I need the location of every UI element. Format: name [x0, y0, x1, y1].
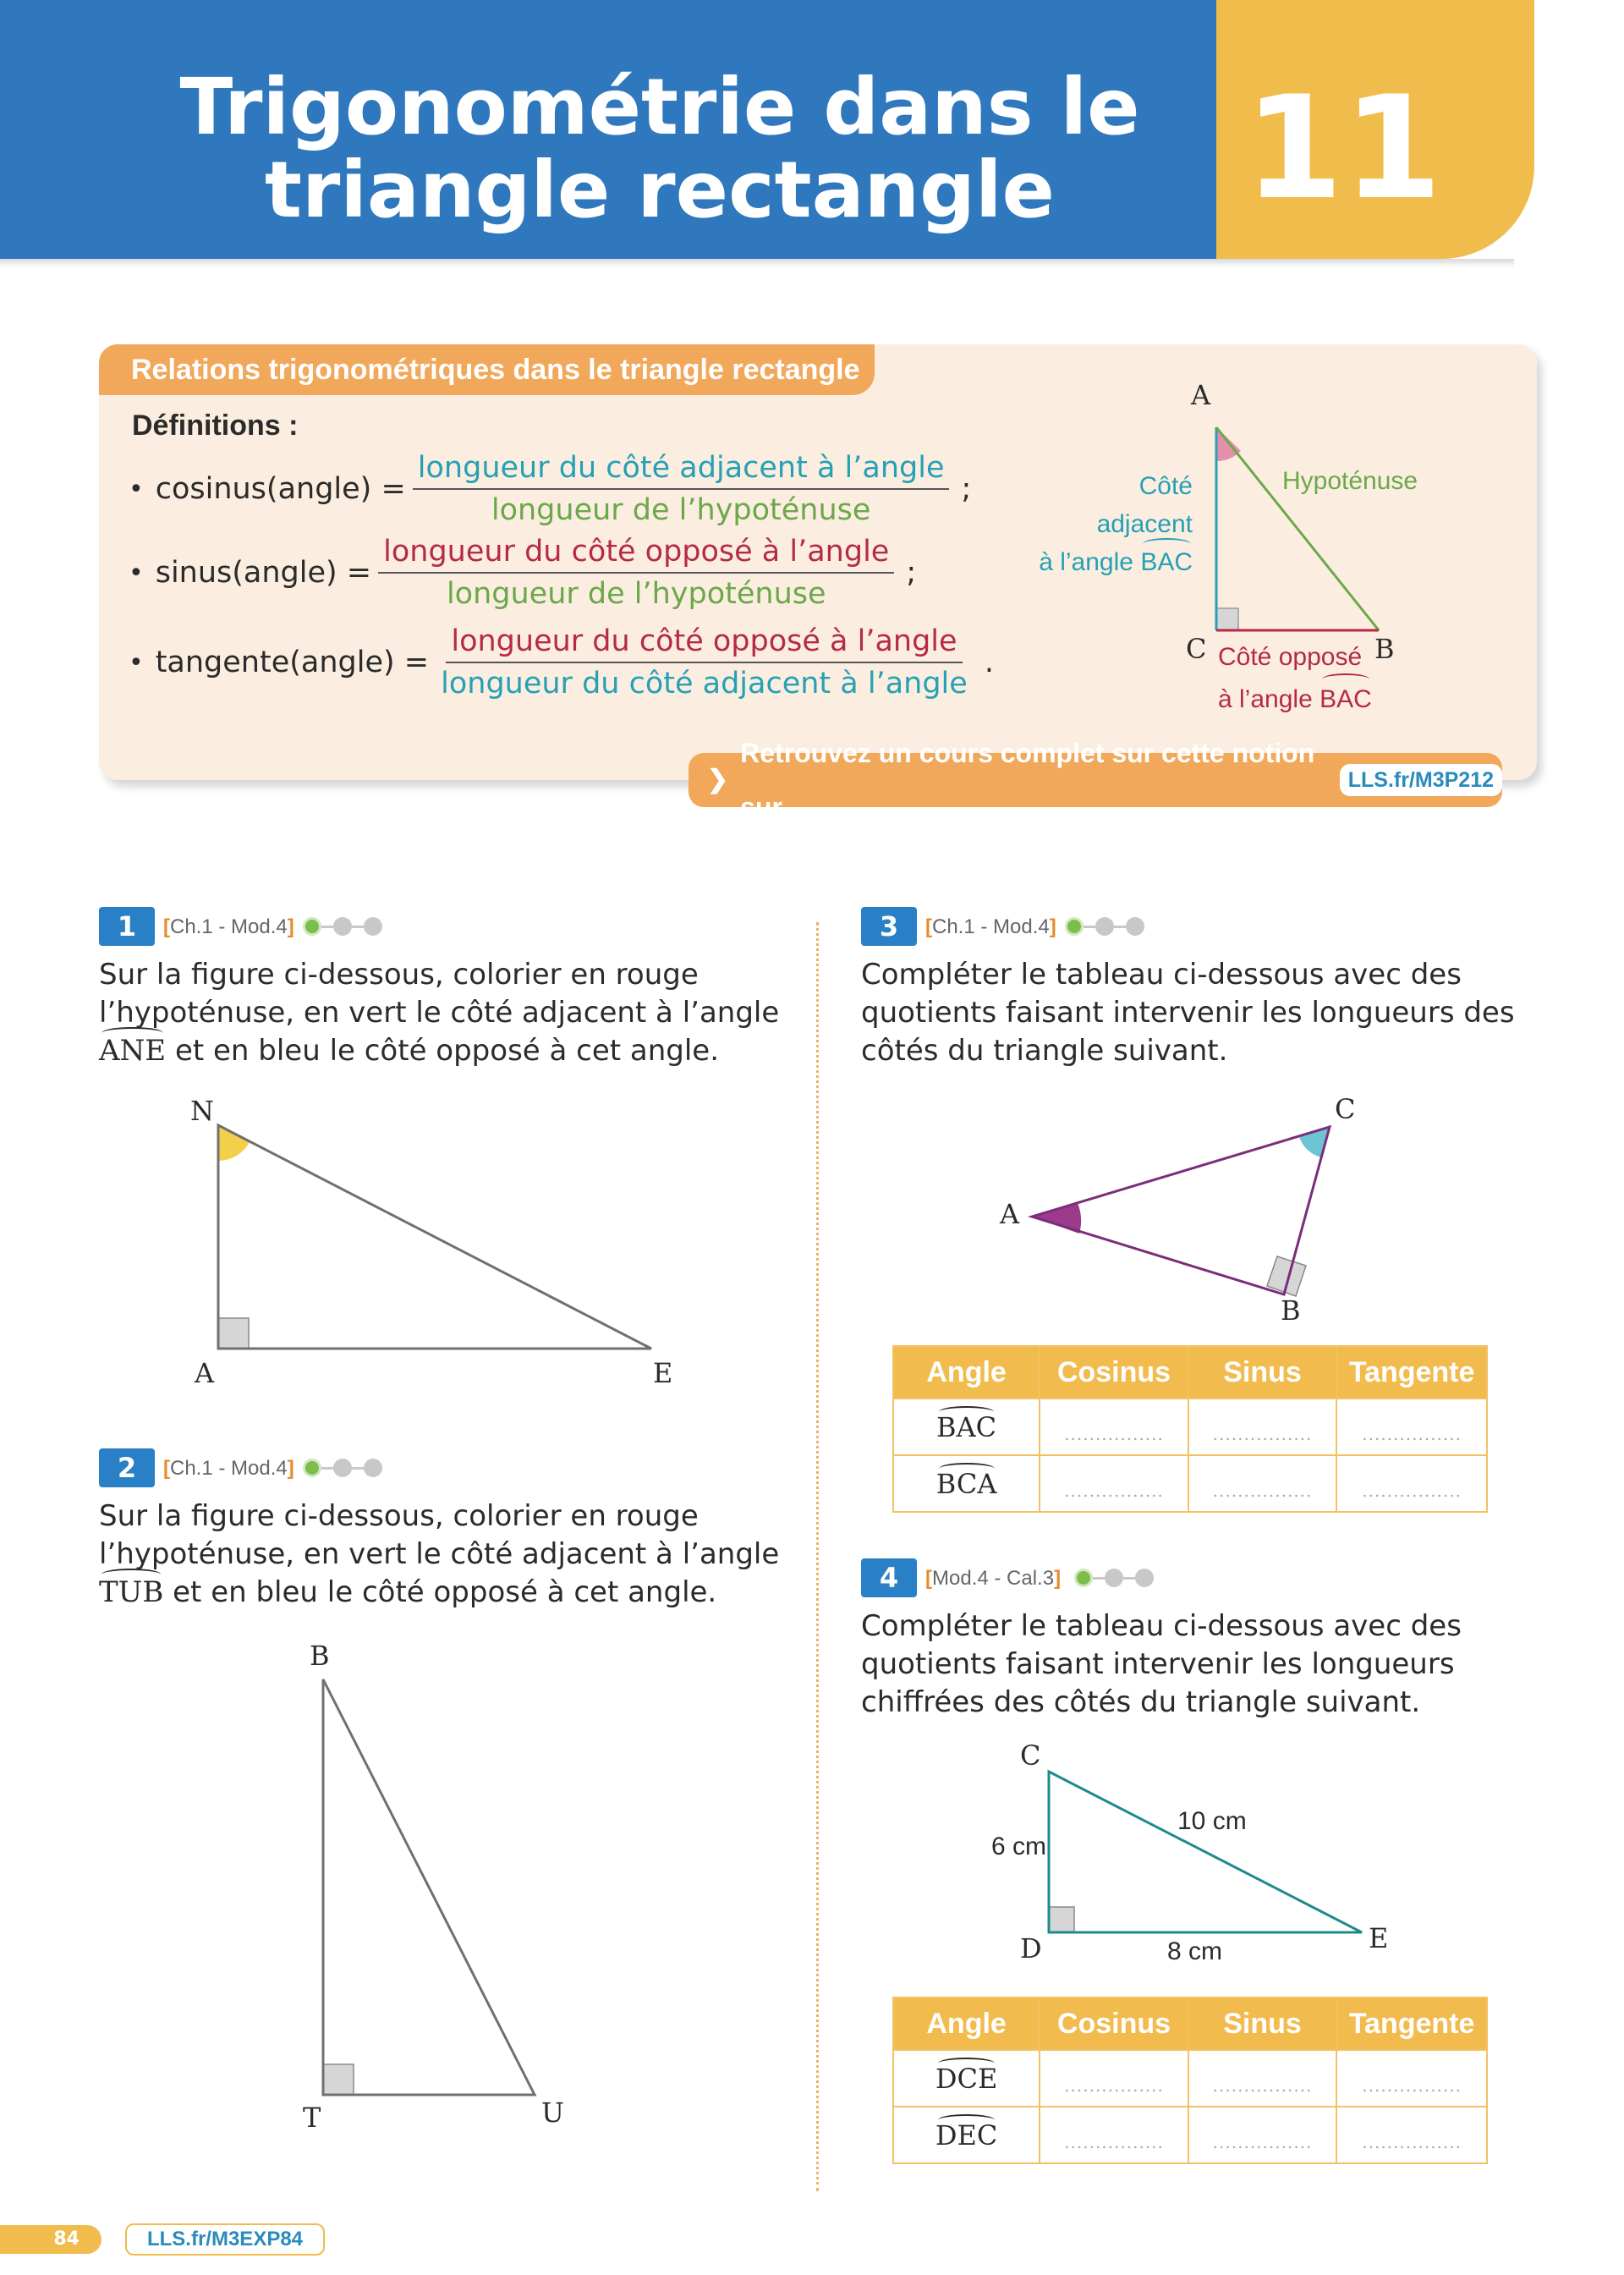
formula-tangente — [129, 620, 994, 705]
difficulty-dot — [1105, 1569, 1123, 1587]
point-n: N — [190, 1095, 214, 1127]
table-header: Cosinus — [1040, 1997, 1188, 2050]
point-a: A — [195, 1357, 215, 1389]
answer-blank[interactable]: ................ — [1336, 1399, 1487, 1455]
formula-end: ; — [961, 472, 972, 506]
point-t: T — [303, 2102, 321, 2134]
exercise-text-line: l’hypoténuse, en vert le côté adjacent à l’angle — [99, 996, 780, 1030]
adjacent-label — [1039, 467, 1193, 581]
exercise-2-text — [99, 1497, 779, 1612]
formula-end: . — [984, 646, 994, 679]
formula-name: cosinus(angle) = — [155, 472, 406, 506]
angle-name: BCA — [935, 1467, 997, 1500]
bullet-icon: • — [129, 647, 144, 678]
table-header: Sinus — [1188, 1997, 1336, 2050]
answer-blank[interactable]: ................ — [1040, 2107, 1188, 2163]
triangle-outline — [323, 1679, 535, 2095]
exercise-1-ref: [Ch.1 - Mod.4] — [163, 915, 294, 938]
bullet-icon: • — [129, 474, 144, 504]
formula-name: sinus(angle) = — [155, 556, 372, 590]
answer-blank[interactable]: ................ — [1336, 2050, 1487, 2107]
adjacent-label-line1: Côté adjacent — [1096, 472, 1193, 538]
angle-marker — [218, 1125, 250, 1161]
course-triangle-figure — [1184, 406, 1438, 651]
fraction — [378, 535, 894, 611]
formula-sinus — [129, 530, 916, 615]
table-row — [893, 2107, 1487, 2163]
answer-blank[interactable]: ................ — [1040, 2050, 1188, 2107]
table-header: Angle — [893, 1346, 1040, 1399]
difficulty-indicator — [1065, 917, 1144, 936]
exercise-3-triangle — [1015, 1100, 1353, 1303]
exercise-text-line: côtés du triangle suivant. — [861, 1034, 1228, 1068]
hypotenuse-side — [1216, 427, 1379, 630]
fraction-numerator: longueur du côté opposé à l’angle — [446, 624, 962, 663]
answer-blank[interactable]: ................ — [1040, 1399, 1188, 1455]
answer-blank[interactable]: ................ — [1336, 1455, 1487, 1512]
fraction-numerator: longueur du côté opposé à l’angle — [378, 535, 894, 574]
difficulty-dot — [333, 1459, 352, 1477]
formula-end: ; — [906, 556, 917, 590]
exercise-text-line: quotients faisant intervenir les longueurs des — [861, 996, 1515, 1030]
formula-name: tangente(angle) = — [155, 646, 430, 679]
difficulty-dot — [1126, 917, 1144, 936]
point-e: E — [653, 1357, 673, 1389]
difficulty-dot — [1135, 1569, 1154, 1587]
table-header: Tangente — [1336, 1997, 1487, 2050]
column-divider — [816, 922, 819, 2191]
point-d: D — [1020, 1932, 1042, 1965]
point-b: B — [310, 1640, 330, 1672]
answer-blank[interactable]: ................ — [1188, 2107, 1336, 2163]
angle-name: BAC — [1140, 543, 1193, 581]
definitions-title: Définitions : — [132, 409, 299, 442]
table-header: Tangente — [1336, 1346, 1487, 1399]
difficulty-indicator — [303, 917, 382, 936]
exercise-3-text — [861, 956, 1515, 1070]
table-header: Angle — [893, 1997, 1040, 2050]
exercise-1-text — [99, 956, 779, 1070]
right-angle-marker — [1216, 608, 1238, 630]
fraction-numerator: longueur du côté adjacent à l’angle — [413, 451, 950, 490]
opposite-label-line2: à l’angle — [1218, 685, 1313, 713]
header-shadow — [0, 259, 1514, 267]
difficulty-indicator — [1074, 1569, 1154, 1587]
fraction — [436, 624, 973, 701]
length-cd: 6 cm — [991, 1833, 1047, 1860]
fraction-denominator: longueur de l’hypoténuse — [446, 577, 826, 611]
exercise-2-ref: [Ch.1 - Mod.4] — [163, 1457, 294, 1480]
difficulty-indicator — [303, 1459, 382, 1477]
length-de: 8 cm — [1167, 1937, 1223, 1965]
table-header: Sinus — [1188, 1346, 1336, 1399]
table-row — [893, 1399, 1487, 1455]
answer-blank[interactable]: ................ — [1336, 2107, 1487, 2163]
table-header: Cosinus — [1040, 1346, 1188, 1399]
exercise-2-badge: 2 — [99, 1448, 155, 1487]
exercise-text-line: Sur la figure ci-dessous, colorier en rouge — [99, 1499, 699, 1533]
course-tag: Relations trigonométriques dans le triangle rectangle — [99, 344, 875, 395]
triangle-outline — [1049, 1772, 1362, 1932]
course-point-b: B — [1374, 633, 1395, 665]
exercise-text-line: quotients faisant intervenir les longueurs — [861, 1647, 1455, 1681]
exercise-3-badge: 3 — [861, 907, 917, 946]
point-e: E — [1369, 1922, 1389, 1954]
course-link-text: Retrouvez un cours complet sur cette notion sur — [740, 738, 1315, 822]
difficulty-dot-filled — [1074, 1569, 1093, 1587]
triangle-outline — [218, 1125, 651, 1349]
exercise-text-line: chiffrées des côtés du triangle suivant. — [861, 1685, 1421, 1719]
title-line-1: Trigonométrie dans le — [179, 62, 1140, 152]
exercise-4-triangle — [1040, 1760, 1379, 1946]
right-angle-marker — [323, 2064, 354, 2095]
opposite-label-line1: Côté opposé — [1218, 643, 1363, 671]
exercise-text-line: et en bleu le côté opposé à cet angle. — [173, 1575, 717, 1609]
length-ce: 10 cm — [1177, 1807, 1247, 1835]
course-link-url[interactable]: LLS.fr/M3P212 — [1340, 764, 1502, 796]
title-line-2: triangle rectangle — [265, 145, 1055, 235]
angle-name: TUB — [99, 1574, 163, 1612]
course-link-banner[interactable] — [689, 738, 1502, 822]
exercise-text-line: et en bleu le côté opposé à cet angle. — [174, 1034, 720, 1068]
exercise-text-line: Compléter le tableau ci-dessous avec des — [861, 1609, 1462, 1643]
answer-blank[interactable]: ................ — [1188, 1399, 1336, 1455]
difficulty-dot — [364, 917, 382, 936]
right-angle-marker — [1049, 1907, 1074, 1932]
point-c: C — [1335, 1093, 1356, 1125]
answer-blank[interactable]: ................ — [1188, 2050, 1336, 2107]
difficulty-dot — [364, 1459, 382, 1477]
table-row — [893, 1455, 1487, 1512]
angle-name: DCE — [935, 2062, 998, 2095]
fraction-denominator: longueur du côté adjacent à l’angle — [441, 667, 968, 701]
point-u: U — [541, 2096, 564, 2129]
point-b: B — [1281, 1294, 1301, 1327]
exercise-text-line: Compléter le tableau ci-dessous avec des — [861, 958, 1462, 992]
footer-link[interactable]: LLS.fr/M3EXP84 — [125, 2223, 325, 2256]
exercise-2-triangle — [313, 1671, 567, 2111]
fraction — [413, 451, 950, 527]
angle-name: ANE — [99, 1032, 166, 1070]
point-a: A — [1000, 1198, 1020, 1230]
angle-name: DEC — [935, 2118, 998, 2151]
course-point-c: C — [1186, 633, 1207, 665]
chevron-right-icon: ❯ — [707, 766, 729, 794]
answer-blank[interactable]: ................ — [1040, 1455, 1188, 1512]
exercise-4-ref: [Mod.4 - Cal.3] — [925, 1567, 1062, 1590]
exercise-4-badge: 4 — [861, 1558, 917, 1597]
point-c: C — [1020, 1739, 1041, 1772]
difficulty-dot — [333, 917, 352, 936]
opposite-label — [1218, 636, 1372, 721]
table-row — [893, 2050, 1487, 2107]
angle-name: BAC — [936, 1410, 997, 1443]
exercise-text-line: Sur la figure ci-dessous, colorier en rouge — [99, 958, 699, 992]
exercise-3-ref: [Ch.1 - Mod.4] — [925, 915, 1056, 938]
exercise-4-table — [892, 1997, 1488, 2164]
page-title — [152, 62, 1167, 235]
angle-name: BAC — [1320, 679, 1372, 721]
exercise-4-text — [861, 1607, 1462, 1722]
chapter-number: 11 — [1244, 65, 1442, 231]
difficulty-dot — [1095, 917, 1114, 936]
adjacent-label-line2: à l’angle — [1039, 548, 1133, 576]
course-point-a: A — [1191, 379, 1211, 411]
answer-blank[interactable]: ................ — [1188, 1455, 1336, 1512]
hypotenuse-label: Hypoténuse — [1282, 467, 1418, 495]
bullet-icon: • — [129, 558, 144, 588]
fraction-denominator: longueur de l’hypoténuse — [491, 493, 871, 527]
formula-cosinus — [129, 447, 971, 531]
difficulty-dot-filled — [1065, 917, 1084, 936]
exercise-1-triangle — [203, 1108, 677, 1362]
difficulty-dot-filled — [303, 917, 321, 936]
exercise-3-table — [892, 1345, 1488, 1513]
exercise-text-line: l’hypoténuse, en vert le côté adjacent à l’angle — [99, 1537, 780, 1571]
right-angle-marker — [218, 1318, 249, 1349]
difficulty-dot-filled — [303, 1459, 321, 1477]
page-number: 84 — [0, 2225, 102, 2254]
exercise-1-badge: 1 — [99, 907, 155, 946]
